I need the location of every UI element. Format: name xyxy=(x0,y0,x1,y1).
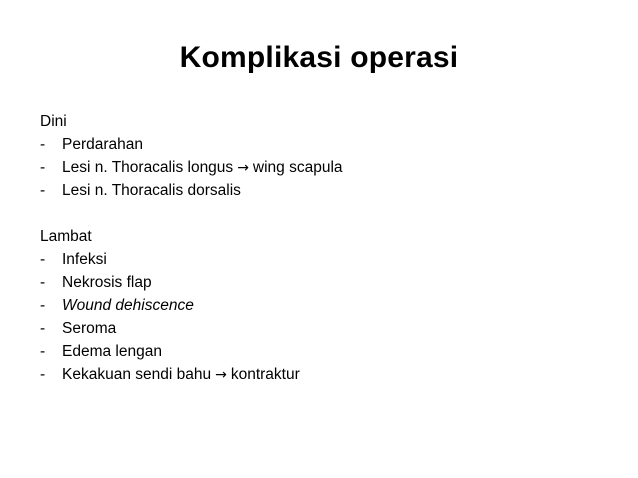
list-item xyxy=(40,317,600,340)
list-dash: - xyxy=(40,343,46,360)
slide-content xyxy=(40,110,600,386)
section-heading-dini: Dini xyxy=(40,113,67,130)
list-item-text: Lesi n. Thoracalis dorsalis xyxy=(62,182,241,199)
slide-title: Komplikasi operasi xyxy=(179,41,459,74)
list-item xyxy=(40,294,600,317)
list-item-text-before: Lesi n. Thoracalis longus xyxy=(62,159,234,176)
list-item-text-after: wing scapula xyxy=(252,159,343,176)
list-item-text: Seroma xyxy=(62,320,117,337)
list-item-text-before: Kekakuan sendi bahu xyxy=(62,366,212,383)
list-dash: - xyxy=(40,159,46,176)
list-dash: - xyxy=(40,366,46,383)
list-item-text: Edema lengan xyxy=(62,343,162,360)
section-heading-lambat: Lambat xyxy=(40,228,92,245)
list-dash: - xyxy=(40,320,46,337)
arrow-right-icon: → xyxy=(215,367,227,383)
list-dash: - xyxy=(40,136,46,153)
list-dash: - xyxy=(40,297,46,314)
list-item xyxy=(40,248,600,271)
list-item xyxy=(40,363,600,386)
arrow-right-icon: → xyxy=(237,160,249,176)
list-item xyxy=(40,271,600,294)
list-item-text-after: kontraktur xyxy=(230,366,300,383)
list-item-text: Wound dehiscence xyxy=(62,297,194,314)
list-item xyxy=(40,340,600,363)
section-spacer xyxy=(40,202,600,225)
list-item xyxy=(40,133,600,156)
list-dash: - xyxy=(40,251,46,268)
list-item-text: Nekrosis flap xyxy=(62,274,152,291)
list-dash: - xyxy=(40,182,46,199)
list-item-text: Perdarahan xyxy=(62,136,144,153)
list-item xyxy=(40,179,600,202)
list-item xyxy=(40,156,600,179)
list-dash: - xyxy=(40,274,46,291)
list-item-text xyxy=(62,363,300,387)
list-item-text xyxy=(62,156,343,180)
list-item-text: Infeksi xyxy=(62,251,107,268)
